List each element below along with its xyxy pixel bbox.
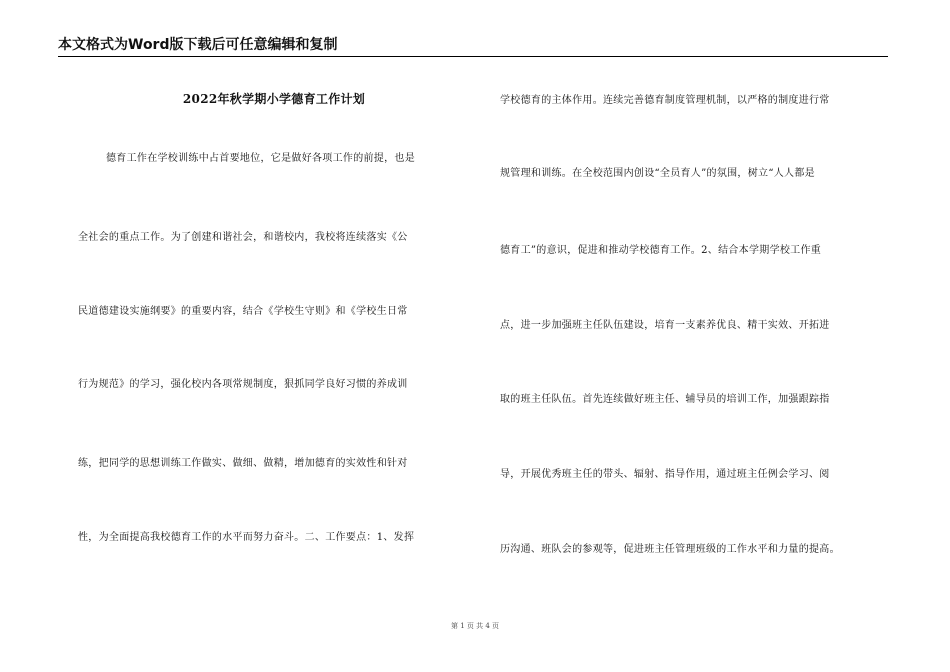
body-line: 行为规范》的学习，强化校内各项常规制度，狠抓同学良好习惯的养成训 bbox=[78, 379, 408, 390]
header-divider bbox=[58, 56, 888, 57]
body-line: 导，开展优秀班主任的带头、辐射、指导作用，通过班主任例会学习、阅 bbox=[500, 469, 830, 480]
body-line: 练，把同学的思想训练工作做实、做细、做精，增加德育的实效性和针对 bbox=[78, 458, 408, 469]
page-header bbox=[58, 34, 888, 54]
body-line: 历沟通、班队会的参观等，促进班主任管理班级的工作水平和力量的提高。 bbox=[500, 544, 840, 555]
body-line: 全社会的重点工作。为了创建和谐社会，和谐校内，我校将连续落实《公 bbox=[78, 232, 408, 243]
body-line: 德育工”的意识，促进和推动学校德育工作。2、结合本学期学校工作重 bbox=[500, 245, 822, 256]
right-column bbox=[500, 76, 892, 576]
body-line: 性，为全面提高我校德育工作的水平而努力奋斗。二、工作要点：1、发挥 bbox=[78, 532, 415, 543]
body-line: 学校德育的主体作用。连续完善德育制度管理机制，以严格的制度进行常 bbox=[500, 95, 830, 106]
header-text: 本文格式为Word版下载后可任意编辑和复制 bbox=[58, 37, 338, 53]
body-line: 德育工作在学校训练中占首要地位，它是做好各项工作的前提，也是 bbox=[106, 153, 415, 164]
body-line: 规管理和训练。在全校范围内创设“全员育人”的氛围，树立“人人都是 bbox=[500, 168, 815, 179]
page-number: 第 1 页 共 4 页 bbox=[450, 622, 500, 630]
body-line: 民道德建设实施纲要》的重要内容，结合《学校生守则》和《学校生日常 bbox=[78, 306, 408, 317]
document-title: 2022年秋学期小学德育工作计划 bbox=[182, 92, 366, 106]
body-line: 取的班主任队伍。首先连续做好班主任、辅导员的培训工作，加强跟踪指 bbox=[500, 394, 830, 405]
left-column bbox=[78, 76, 470, 576]
body-line: 点，进一步加强班主任队伍建设，培育一支素养优良、精干实效、开拓进 bbox=[500, 320, 830, 331]
